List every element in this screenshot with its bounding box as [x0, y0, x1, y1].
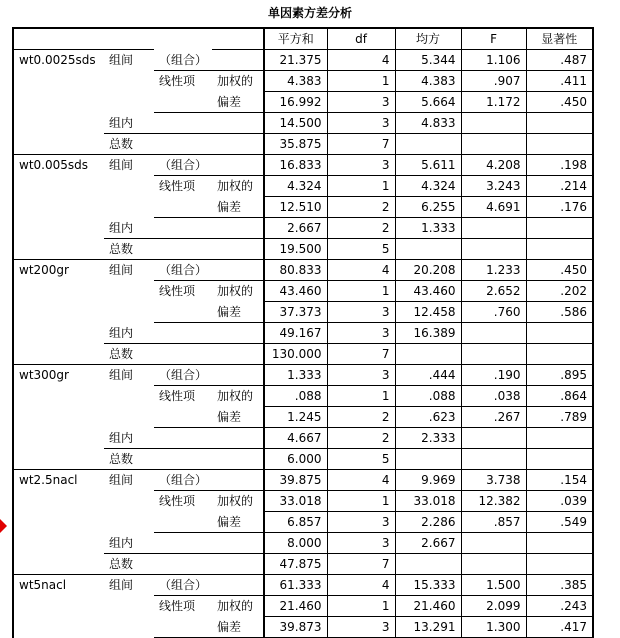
- cell-df: 2: [327, 407, 395, 428]
- cell-significance: [526, 554, 593, 575]
- cell-df: 2: [327, 218, 395, 239]
- cell-sum-of-squares: 2.667: [264, 218, 327, 239]
- cell-f: [461, 113, 526, 134]
- row-sub-label: 线性项: [159, 179, 196, 194]
- row-detail-blank: [212, 260, 264, 281]
- row-group-blank: [104, 281, 154, 302]
- table-row: [13, 344, 593, 365]
- row-group-label: 总数: [104, 344, 154, 365]
- variable-name: wt5nacl: [13, 575, 104, 596]
- variable-name: wt300gr: [13, 365, 104, 386]
- cell-sum-of-squares: 21.375: [264, 50, 327, 71]
- table-row: [13, 260, 593, 281]
- row-group-blank: [104, 386, 154, 407]
- header-blank: [13, 28, 104, 50]
- header-blank: [154, 28, 212, 50]
- cell-f: .267: [461, 407, 526, 428]
- row-sub-label: 线性项: [159, 389, 196, 404]
- row-detail-blank: [212, 428, 264, 449]
- row-sub-blank: [154, 554, 212, 575]
- cell-sum-of-squares: 35.875: [264, 134, 327, 155]
- cell-significance: .487: [526, 50, 593, 71]
- row-detail-blank: [212, 365, 264, 386]
- cell-sum-of-squares: 39.873: [264, 617, 327, 638]
- cell-f: 2.652: [461, 281, 526, 302]
- row-detail-label: 加权的: [217, 389, 254, 404]
- cell-f: 12.382: [461, 491, 526, 512]
- cell-mean-square: 5.344: [395, 50, 461, 71]
- row-sub-blank: [154, 302, 212, 323]
- row-group-blank: [104, 71, 154, 92]
- row-detail-blank: [212, 113, 264, 134]
- table-title: 单因素方差分析: [267, 6, 352, 20]
- table-row: [13, 50, 593, 71]
- cell-significance: [526, 239, 593, 260]
- cell-f: .857: [461, 512, 526, 533]
- cell-mean-square: 2.667: [395, 533, 461, 554]
- row-sub-blank: [154, 239, 212, 260]
- row-group-blank: [104, 596, 154, 617]
- cell-sum-of-squares: 80.833: [264, 260, 327, 281]
- variable-name-blank: [13, 239, 104, 260]
- cell-mean-square: 15.333: [395, 575, 461, 596]
- row-marker-icon: [0, 519, 7, 533]
- row-detail-label: 加权的: [217, 74, 254, 89]
- cell-mean-square: .444: [395, 365, 461, 386]
- cell-sum-of-squares: 4.383: [264, 71, 327, 92]
- cell-mean-square: .088: [395, 386, 461, 407]
- table-row: [13, 470, 593, 491]
- row-detail-blank: [212, 533, 264, 554]
- row-group-label: 组内: [104, 533, 154, 554]
- cell-significance: .586: [526, 302, 593, 323]
- row-sub-label: （组合）: [154, 470, 212, 491]
- cell-significance: [526, 344, 593, 365]
- table-row: [13, 134, 593, 155]
- cell-mean-square: 33.018: [395, 491, 461, 512]
- cell-sum-of-squares: 61.333: [264, 575, 327, 596]
- row-detail-blank: [212, 50, 264, 71]
- cell-significance: [526, 449, 593, 470]
- cell-sum-of-squares: 12.510: [264, 197, 327, 218]
- table-row: [13, 71, 593, 92]
- row-detail-blank: [212, 323, 264, 344]
- row-sub-blank: [154, 218, 212, 239]
- row-sub-blank: [154, 344, 212, 365]
- cell-sum-of-squares: 47.875: [264, 554, 327, 575]
- table-row: [13, 281, 593, 302]
- variable-name-blank: [13, 281, 104, 302]
- row-sub-label: （组合）: [154, 260, 212, 281]
- row-sub-label: 线性项: [159, 599, 196, 614]
- row-detail-label: 偏差: [212, 617, 264, 638]
- cell-f: [461, 344, 526, 365]
- header-blank: [104, 28, 154, 50]
- cell-df: 5: [327, 449, 395, 470]
- variable-name-blank: [13, 386, 104, 407]
- cell-significance: .450: [526, 92, 593, 113]
- cell-df: 3: [327, 617, 395, 638]
- cell-df: 1: [327, 281, 395, 302]
- cell-mean-square: 6.255: [395, 197, 461, 218]
- cell-mean-square: 5.611: [395, 155, 461, 176]
- row-detail-label: 偏差: [212, 92, 264, 113]
- cell-f: 1.500: [461, 575, 526, 596]
- row-group-blank: [104, 407, 154, 428]
- table-row: [13, 92, 593, 113]
- cell-significance: .039: [526, 491, 593, 512]
- cell-significance: .243: [526, 596, 593, 617]
- cell-sum-of-squares: 37.373: [264, 302, 327, 323]
- cell-f: 4.691: [461, 197, 526, 218]
- cell-sum-of-squares: 39.875: [264, 470, 327, 491]
- table-row: [13, 449, 593, 470]
- cell-sum-of-squares: 6.000: [264, 449, 327, 470]
- row-sub-blank: [154, 449, 212, 470]
- table-row: [13, 365, 593, 386]
- cell-f: 2.099: [461, 596, 526, 617]
- variable-name: wt0.005sds: [13, 155, 104, 176]
- cell-significance: .385: [526, 575, 593, 596]
- cell-sum-of-squares: 43.460: [264, 281, 327, 302]
- cell-sum-of-squares: 16.833: [264, 155, 327, 176]
- cell-mean-square: [395, 554, 461, 575]
- row-detail-label: 偏差: [212, 512, 264, 533]
- header-blank: [212, 28, 264, 50]
- table-row: [13, 596, 593, 617]
- cell-f: [461, 533, 526, 554]
- cell-significance: [526, 428, 593, 449]
- row-sub-label: （组合）: [154, 155, 212, 176]
- row-group-blank: [104, 302, 154, 323]
- cell-df: 3: [327, 533, 395, 554]
- cell-mean-square: 2.333: [395, 428, 461, 449]
- cell-f: [461, 134, 526, 155]
- row-sub-blank: [154, 428, 212, 449]
- table-row: [13, 533, 593, 554]
- header-f: F: [461, 28, 526, 50]
- row-group-blank: [104, 491, 154, 512]
- variable-name: wt0.0025sds: [13, 50, 104, 71]
- cell-df: 3: [327, 113, 395, 134]
- row-sub-label: 线性项: [159, 74, 196, 89]
- variable-name-blank: [13, 596, 104, 617]
- table-row: [13, 428, 593, 449]
- cell-sum-of-squares: 33.018: [264, 491, 327, 512]
- variable-name-blank: [13, 491, 104, 512]
- row-detail-label: 偏差: [212, 302, 264, 323]
- cell-sum-of-squares: .088: [264, 386, 327, 407]
- row-sub-label: （组合）: [154, 365, 212, 386]
- cell-df: 3: [327, 323, 395, 344]
- variable-name-blank: [13, 134, 104, 155]
- anova-table: [12, 27, 594, 638]
- cell-mean-square: 21.460: [395, 596, 461, 617]
- table-row: [13, 113, 593, 134]
- variable-name-blank: [13, 512, 104, 533]
- cell-mean-square: 2.286: [395, 512, 461, 533]
- cell-f: .907: [461, 71, 526, 92]
- row-sub-label: 线性项: [159, 494, 196, 509]
- variable-name-blank: [13, 533, 104, 554]
- row-group-label: 总数: [104, 449, 154, 470]
- cell-mean-square: 20.208: [395, 260, 461, 281]
- variable-name-blank: [13, 92, 104, 113]
- row-group-label: 组间: [104, 575, 154, 596]
- row-detail-label: 偏差: [212, 197, 264, 218]
- cell-df: 7: [327, 344, 395, 365]
- row-group-label: 组间: [104, 470, 154, 491]
- cell-significance: .450: [526, 260, 593, 281]
- table-row: [13, 617, 593, 638]
- cell-mean-square: 12.458: [395, 302, 461, 323]
- table-row: [13, 386, 593, 407]
- row-detail-label: 加权的: [217, 599, 254, 614]
- cell-df: 1: [327, 596, 395, 617]
- variable-name-blank: [13, 344, 104, 365]
- cell-df: 2: [327, 428, 395, 449]
- row-detail-blank: [212, 449, 264, 470]
- row-group-label: 组内: [104, 323, 154, 344]
- table-row: [13, 491, 593, 512]
- cell-mean-square: 4.324: [395, 176, 461, 197]
- cell-f: [461, 239, 526, 260]
- row-group-blank: [104, 197, 154, 218]
- cell-sum-of-squares: 49.167: [264, 323, 327, 344]
- cell-significance: .176: [526, 197, 593, 218]
- cell-df: 4: [327, 260, 395, 281]
- row-sub-blank: [154, 323, 212, 344]
- cell-significance: [526, 218, 593, 239]
- cell-mean-square: 4.833: [395, 113, 461, 134]
- header-sum-of-squares: 平方和: [264, 28, 327, 50]
- table-row: [13, 197, 593, 218]
- row-group-label: 组内: [104, 113, 154, 134]
- cell-sum-of-squares: 21.460: [264, 596, 327, 617]
- cell-significance: .895: [526, 365, 593, 386]
- variable-name-blank: [13, 323, 104, 344]
- cell-mean-square: .623: [395, 407, 461, 428]
- row-sub-blank: [154, 197, 212, 218]
- cell-mean-square: 9.969: [395, 470, 461, 491]
- variable-name-blank: [13, 449, 104, 470]
- variable-name-blank: [13, 113, 104, 134]
- row-group-label: 组内: [104, 218, 154, 239]
- row-detail-blank: [212, 575, 264, 596]
- row-sub-blank: [154, 407, 212, 428]
- cell-sum-of-squares: 1.245: [264, 407, 327, 428]
- cell-mean-square: [395, 449, 461, 470]
- cell-f: .190: [461, 365, 526, 386]
- table-row: [13, 512, 593, 533]
- table-row: [13, 323, 593, 344]
- table-row: [13, 176, 593, 197]
- cell-df: 1: [327, 71, 395, 92]
- row-detail-label: 加权的: [217, 179, 254, 194]
- cell-significance: .202: [526, 281, 593, 302]
- row-group-label: 组间: [104, 50, 154, 71]
- cell-mean-square: [395, 134, 461, 155]
- table-row: [13, 239, 593, 260]
- cell-significance: [526, 113, 593, 134]
- cell-mean-square: 43.460: [395, 281, 461, 302]
- cell-mean-square: [395, 239, 461, 260]
- row-group-label: 组间: [104, 155, 154, 176]
- row-sub-blank: [154, 533, 212, 554]
- row-group-blank: [104, 617, 154, 638]
- cell-sum-of-squares: 1.333: [264, 365, 327, 386]
- cell-df: 5: [327, 239, 395, 260]
- cell-f: .038: [461, 386, 526, 407]
- cell-mean-square: 1.333: [395, 218, 461, 239]
- row-sub-blank: [154, 617, 212, 638]
- row-group-label: 组间: [104, 260, 154, 281]
- row-detail-blank: [212, 554, 264, 575]
- header-df: df: [327, 28, 395, 50]
- variable-name-blank: [13, 218, 104, 239]
- variable-name-blank: [13, 302, 104, 323]
- cell-sum-of-squares: 130.000: [264, 344, 327, 365]
- cell-significance: [526, 323, 593, 344]
- cell-significance: .864: [526, 386, 593, 407]
- cell-f: 1.106: [461, 50, 526, 71]
- cell-mean-square: [395, 344, 461, 365]
- row-detail-label: 加权的: [217, 494, 254, 509]
- variable-name-blank: [13, 71, 104, 92]
- row-group-label: 组内: [104, 428, 154, 449]
- row-sub-blank: [154, 134, 212, 155]
- row-group-label: 组间: [104, 365, 154, 386]
- variable-name-blank: [13, 617, 104, 638]
- cell-f: .760: [461, 302, 526, 323]
- cell-df: 4: [327, 470, 395, 491]
- cell-sum-of-squares: 8.000: [264, 533, 327, 554]
- row-sub-label: （组合）: [154, 50, 212, 71]
- row-group-label: 总数: [104, 239, 154, 260]
- header-significance: 显著性: [526, 28, 593, 50]
- cell-significance: [526, 134, 593, 155]
- row-sub-blank: [154, 92, 212, 113]
- cell-significance: .154: [526, 470, 593, 491]
- variable-name-blank: [13, 176, 104, 197]
- row-detail-blank: [212, 344, 264, 365]
- cell-sum-of-squares: 4.667: [264, 428, 327, 449]
- cell-sum-of-squares: 16.992: [264, 92, 327, 113]
- variable-name-blank: [13, 407, 104, 428]
- row-group-label: 总数: [104, 134, 154, 155]
- cell-significance: .198: [526, 155, 593, 176]
- variable-name-blank: [13, 197, 104, 218]
- header-row: [13, 28, 593, 50]
- cell-significance: .411: [526, 71, 593, 92]
- cell-df: 7: [327, 134, 395, 155]
- cell-significance: .549: [526, 512, 593, 533]
- cell-f: [461, 218, 526, 239]
- cell-mean-square: 4.383: [395, 71, 461, 92]
- row-detail-blank: [212, 134, 264, 155]
- cell-df: 3: [327, 155, 395, 176]
- row-group-label: 总数: [104, 554, 154, 575]
- cell-f: [461, 449, 526, 470]
- table-row: [13, 218, 593, 239]
- table-row: [13, 554, 593, 575]
- header-mean-square: 均方: [395, 28, 461, 50]
- row-sub-blank: [154, 113, 212, 134]
- cell-significance: [526, 533, 593, 554]
- table-row: [13, 302, 593, 323]
- cell-f: 3.243: [461, 176, 526, 197]
- cell-f: [461, 554, 526, 575]
- cell-significance: .789: [526, 407, 593, 428]
- row-group-blank: [104, 512, 154, 533]
- row-detail-blank: [212, 470, 264, 491]
- cell-significance: .417: [526, 617, 593, 638]
- cell-mean-square: 5.664: [395, 92, 461, 113]
- cell-df: 3: [327, 512, 395, 533]
- variable-name: wt2.5nacl: [13, 470, 104, 491]
- cell-df: 3: [327, 365, 395, 386]
- cell-sum-of-squares: 14.500: [264, 113, 327, 134]
- row-detail-label: 加权的: [217, 284, 254, 299]
- cell-f: [461, 323, 526, 344]
- row-sub-blank: [154, 512, 212, 533]
- anova-table-body: [13, 28, 593, 638]
- row-group-blank: [104, 176, 154, 197]
- row-sub-label: （组合）: [154, 575, 212, 596]
- cell-f: 1.233: [461, 260, 526, 281]
- row-group-blank: [104, 92, 154, 113]
- cell-f: 4.208: [461, 155, 526, 176]
- cell-df: 4: [327, 50, 395, 71]
- cell-df: 1: [327, 491, 395, 512]
- cell-df: 3: [327, 302, 395, 323]
- cell-df: 7: [327, 554, 395, 575]
- cell-sum-of-squares: 6.857: [264, 512, 327, 533]
- cell-sum-of-squares: 4.324: [264, 176, 327, 197]
- row-detail-label: 偏差: [212, 407, 264, 428]
- cell-mean-square: 13.291: [395, 617, 461, 638]
- cell-f: 1.300: [461, 617, 526, 638]
- cell-f: [461, 428, 526, 449]
- cell-f: 3.738: [461, 470, 526, 491]
- cell-mean-square: 16.389: [395, 323, 461, 344]
- cell-df: 1: [327, 386, 395, 407]
- table-row: [13, 575, 593, 596]
- table-row: [13, 407, 593, 428]
- cell-df: 3: [327, 92, 395, 113]
- cell-f: 1.172: [461, 92, 526, 113]
- variable-name: wt200gr: [13, 260, 104, 281]
- cell-df: 1: [327, 176, 395, 197]
- row-sub-label: 线性项: [159, 284, 196, 299]
- cell-sum-of-squares: 19.500: [264, 239, 327, 260]
- row-detail-blank: [212, 239, 264, 260]
- cell-df: 2: [327, 197, 395, 218]
- row-detail-blank: [212, 218, 264, 239]
- row-detail-blank: [212, 155, 264, 176]
- cell-df: 4: [327, 575, 395, 596]
- table-row: [13, 155, 593, 176]
- cell-significance: .214: [526, 176, 593, 197]
- variable-name-blank: [13, 428, 104, 449]
- variable-name-blank: [13, 554, 104, 575]
